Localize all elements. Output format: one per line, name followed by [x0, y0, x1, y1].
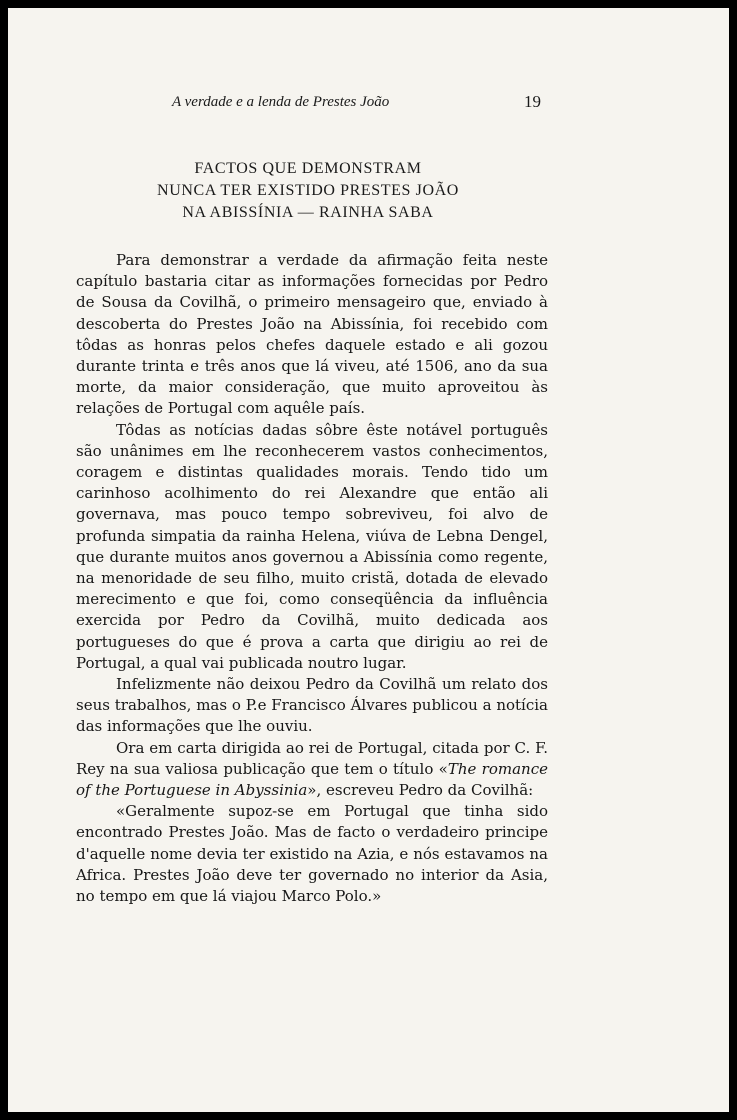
paragraph-4	[76, 738, 548, 802]
paragraph-4-end: », escreveu Pedro da Covilhã:	[307, 781, 534, 800]
body-text	[76, 250, 548, 907]
running-title: A verdade e a lenda de Prestes João	[172, 94, 390, 110]
heading-line-2: NUNCA TER EXISTIDO PRESTES JOÃO	[157, 182, 459, 199]
heading-line-1: FACTOS QUE DEMONSTRAM	[194, 160, 422, 177]
quotation-paragraph: «Geralmente supoz-se em Portugal que tinha sido encontrado Prestes João. Mas de facto o verdadeiro principe d'aquelle nome devia ter existido na Azia, e nós estavamos na Africa. Prestes João deve ter governado no interior da Asia, no tempo em que lá viajou Marco Polo.»	[76, 802, 548, 906]
paragraph-3: Infelizmente não deixou Pedro da Covilhã um relato dos seus trabalhos, mas o P.e Francisco Álvares publicou a notícia das informações que lhe ouviu.	[76, 675, 548, 736]
book-page	[8, 8, 729, 1112]
page-number: 19	[524, 92, 541, 111]
cited-work-title: The romance of the Portuguese in Abyssinia	[76, 759, 548, 800]
running-head	[8, 94, 729, 116]
chapter-heading	[8, 158, 608, 224]
paragraph-4-start: Ora em carta dirigida ao rei de Portugal, citada por C. F. Rey na sua valiosa publicação que tem o título «	[76, 738, 548, 778]
heading-line-3: NA ABISSÍNIA — RAINHA SABA	[182, 204, 434, 221]
paragraph-1: Para demonstrar a verdade da afirmação feita neste capítulo bastaria citar as informações fornecidas por Pedro de Sousa da Covilhã, o primeiro mensageiro que, enviado à descoberta do Prestes João na Abissínia, foi recebido com tôdas as honras pelos chefes daquele estado e ali gozou durante trinta e três anos que lá viveu, até 1506, ano da sua morte, da maior consideração, que muito aproveitou às relações de Portugal com aquêle país.	[76, 251, 548, 418]
paragraph-2: Tôdas as notícias dadas sôbre êste notável português são unânimes em lhe reconhecerem vastos conhecimentos, coragem e distintas qualidades morais. Tendo tido um carinhoso acolhimento do rei Alexandre que então ali governava, mas pouco tempo sobreviveu, foi alvo de profunda simpatia da rainha Helena, viúva de Lebna Dengel, que durante muitos anos governou a Abissínia como regente, na menoridade de seu filho, muito cristã, dotada de elevado merecimento e que foi, como conseqüência da influência exercida por Pedro da Covilhã, muito dedicada aos portugueses do que é prova a carta que dirigiu ao rei de Portugal, a qual vai publicada noutro lugar.	[76, 420, 548, 672]
